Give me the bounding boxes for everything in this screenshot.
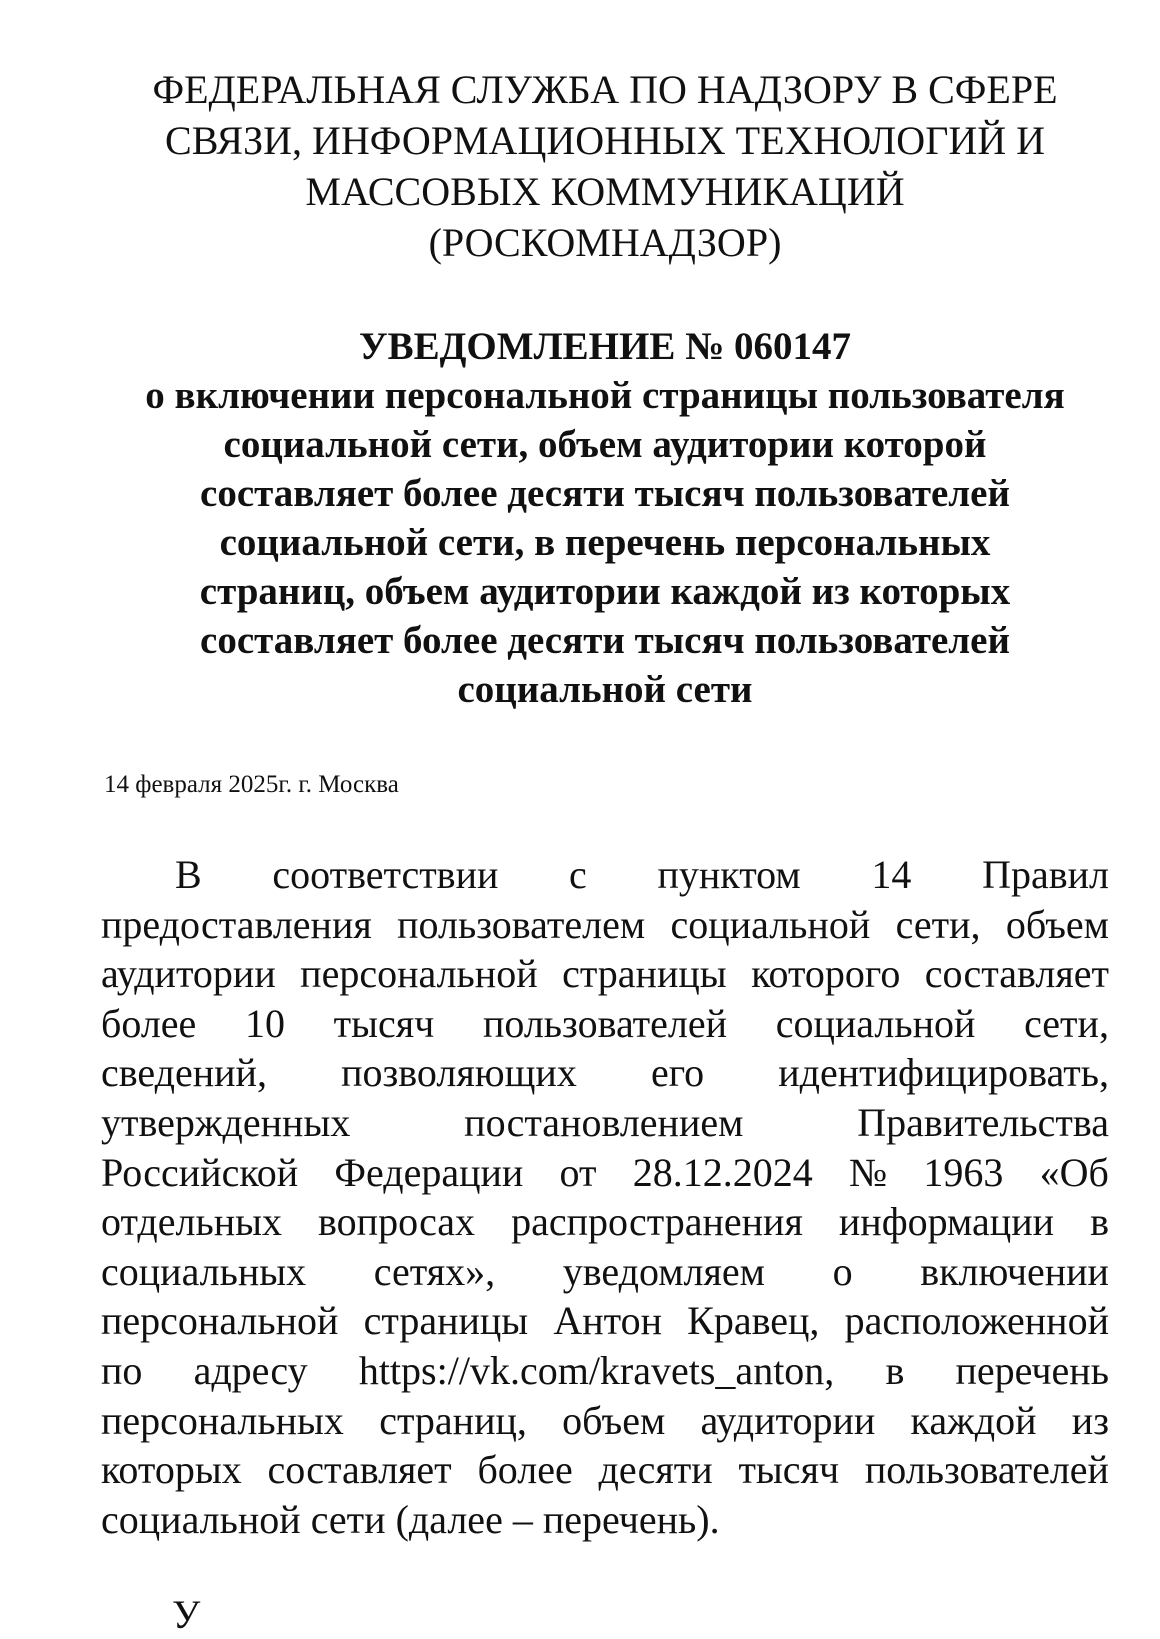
body-line [101, 949, 1109, 999]
body-word: вопросах [318, 1199, 476, 1245]
body-word: пользователей [864, 1447, 1109, 1493]
body-word: распространения [511, 1199, 803, 1245]
body-word: Антон [553, 1298, 662, 1344]
body-word: адресу [193, 1347, 308, 1393]
body-word: В [175, 852, 202, 897]
body-word: более [477, 1447, 573, 1493]
body-word: расположенной [844, 1298, 1109, 1344]
body-line [101, 999, 1109, 1049]
body-word: аудитории [101, 951, 276, 997]
body-word: утвержденных [101, 1099, 351, 1145]
body-word: страницы [363, 1298, 529, 1344]
body-word: пунктом [657, 852, 801, 897]
body-word: перечень [955, 1347, 1109, 1393]
body-word: от [559, 1149, 597, 1195]
body-word: социальной [670, 901, 871, 947]
body-word: с [569, 852, 587, 897]
body-word: «Об [1039, 1149, 1109, 1195]
agency-line: МАССОВЫХ КОММУНИКАЦИЙ [305, 169, 905, 214]
body-line [101, 1396, 1109, 1446]
body-word: пользователей [482, 1000, 728, 1046]
body-line [101, 1346, 1109, 1396]
body-word: 14 [871, 852, 912, 897]
body-word: сведений, [101, 1050, 267, 1096]
body-line [101, 850, 1109, 900]
body-word: Кравец, [687, 1298, 820, 1344]
agency-line: СВЯЗИ, ИНФОРМАЦИОННЫХ ТЕХНОЛОГИЙ И [165, 118, 1045, 163]
body-line [101, 1197, 1109, 1247]
body-word: Правил [982, 852, 1109, 897]
body-word: объем [1005, 901, 1109, 947]
body-word: которых [101, 1447, 242, 1493]
body-word: соответствии [272, 852, 499, 897]
body-line [101, 1098, 1109, 1148]
agency-line: (РОСКОМНАДЗОР) [428, 220, 782, 265]
body-line [101, 1495, 1109, 1545]
body-word: аудитории [700, 1397, 876, 1443]
body-word: сети, [1024, 1000, 1109, 1046]
body-word: пользователем [397, 901, 646, 947]
body-word: десяти [598, 1447, 713, 1493]
body-word: сети, [895, 901, 981, 947]
body-word: в [1090, 1199, 1109, 1245]
body-word: персональной [101, 1298, 339, 1344]
agency-header [100, 64, 1110, 268]
notice-subtitle-line: составляет более десяти тысяч пользователей [200, 472, 1010, 515]
body-word: по [101, 1347, 143, 1393]
body-word: страницы [562, 951, 727, 997]
body-paragraph [101, 850, 1109, 1544]
notice-title: УВЕДОМЛЕНИЕ № 060147 [358, 325, 852, 368]
body-word: составляет [924, 951, 1109, 997]
body-line [101, 1048, 1109, 1098]
notice-subtitle-line: страниц, объем аудитории каждой из которых [199, 570, 1011, 613]
notice-subtitle-line: о включении персональной страницы пользователя [145, 374, 1065, 417]
body-word: социальной сети (далее – перечень). [101, 1496, 720, 1542]
notice-subtitle-line: социальной сети, в перечень персональных [219, 521, 991, 564]
body-word: предоставления [101, 901, 372, 947]
body-word: идентифицировать, [778, 1050, 1109, 1096]
notice-subtitle-line: социальной сети [457, 668, 753, 711]
body-word: более [101, 1000, 197, 1046]
body-word: каждой [910, 1397, 1037, 1443]
body-word: из [1071, 1397, 1109, 1443]
body-word: 28.12.2024 [632, 1149, 813, 1195]
body-word: 10 [244, 1000, 285, 1046]
body-word: объем [562, 1397, 666, 1443]
notice-heading [100, 322, 1110, 714]
body-line [101, 1445, 1109, 1495]
body-word: о [832, 1248, 853, 1294]
body-word: позволяющих [341, 1050, 577, 1096]
body-word: социальных [101, 1248, 307, 1294]
body-line [101, 1247, 1109, 1297]
body-word: в [885, 1347, 905, 1393]
body-word: включении [920, 1248, 1109, 1294]
body-word: Федерации [334, 1149, 524, 1195]
body-word: его [650, 1050, 705, 1096]
body-word: 1963 [923, 1149, 1004, 1195]
body-word: персональных [101, 1397, 344, 1443]
body-word: сетях», [373, 1248, 496, 1294]
body-word: информации [838, 1199, 1055, 1245]
body-word: страниц, [379, 1397, 527, 1443]
body-word: Правительства [857, 1099, 1109, 1145]
body-word: постановлением [464, 1099, 744, 1145]
body-line [101, 1296, 1109, 1346]
body-line [101, 1148, 1109, 1198]
body-word: тысяч [333, 1000, 435, 1046]
date-place: 14 февраля 2025г. г. Москва [104, 771, 399, 798]
body-word: отдельных [101, 1199, 283, 1245]
body-word: составляет [267, 1447, 452, 1493]
notice-subtitle-line: социальной сети, объем аудитории которой [223, 423, 987, 466]
body-word: персональной [300, 951, 538, 997]
body-word: Российской [101, 1149, 299, 1195]
body-word: № [849, 1149, 888, 1195]
body-line [101, 900, 1109, 950]
body-word: тысяч [738, 1447, 840, 1493]
body-word: уведомляем [562, 1248, 765, 1294]
notice-subtitle-line: составляет более десяти тысяч пользователей [200, 619, 1010, 662]
body-word: социальной [775, 1000, 976, 1046]
body-word: https://vk.com/kravets_anton, [358, 1347, 835, 1393]
body-word: которого [751, 951, 901, 997]
agency-line: ФЕДЕРАЛЬНАЯ СЛУЖБА ПО НАДЗОРУ В СФЕРЕ [152, 67, 1058, 112]
next-paragraph-start: У [172, 1592, 201, 1637]
